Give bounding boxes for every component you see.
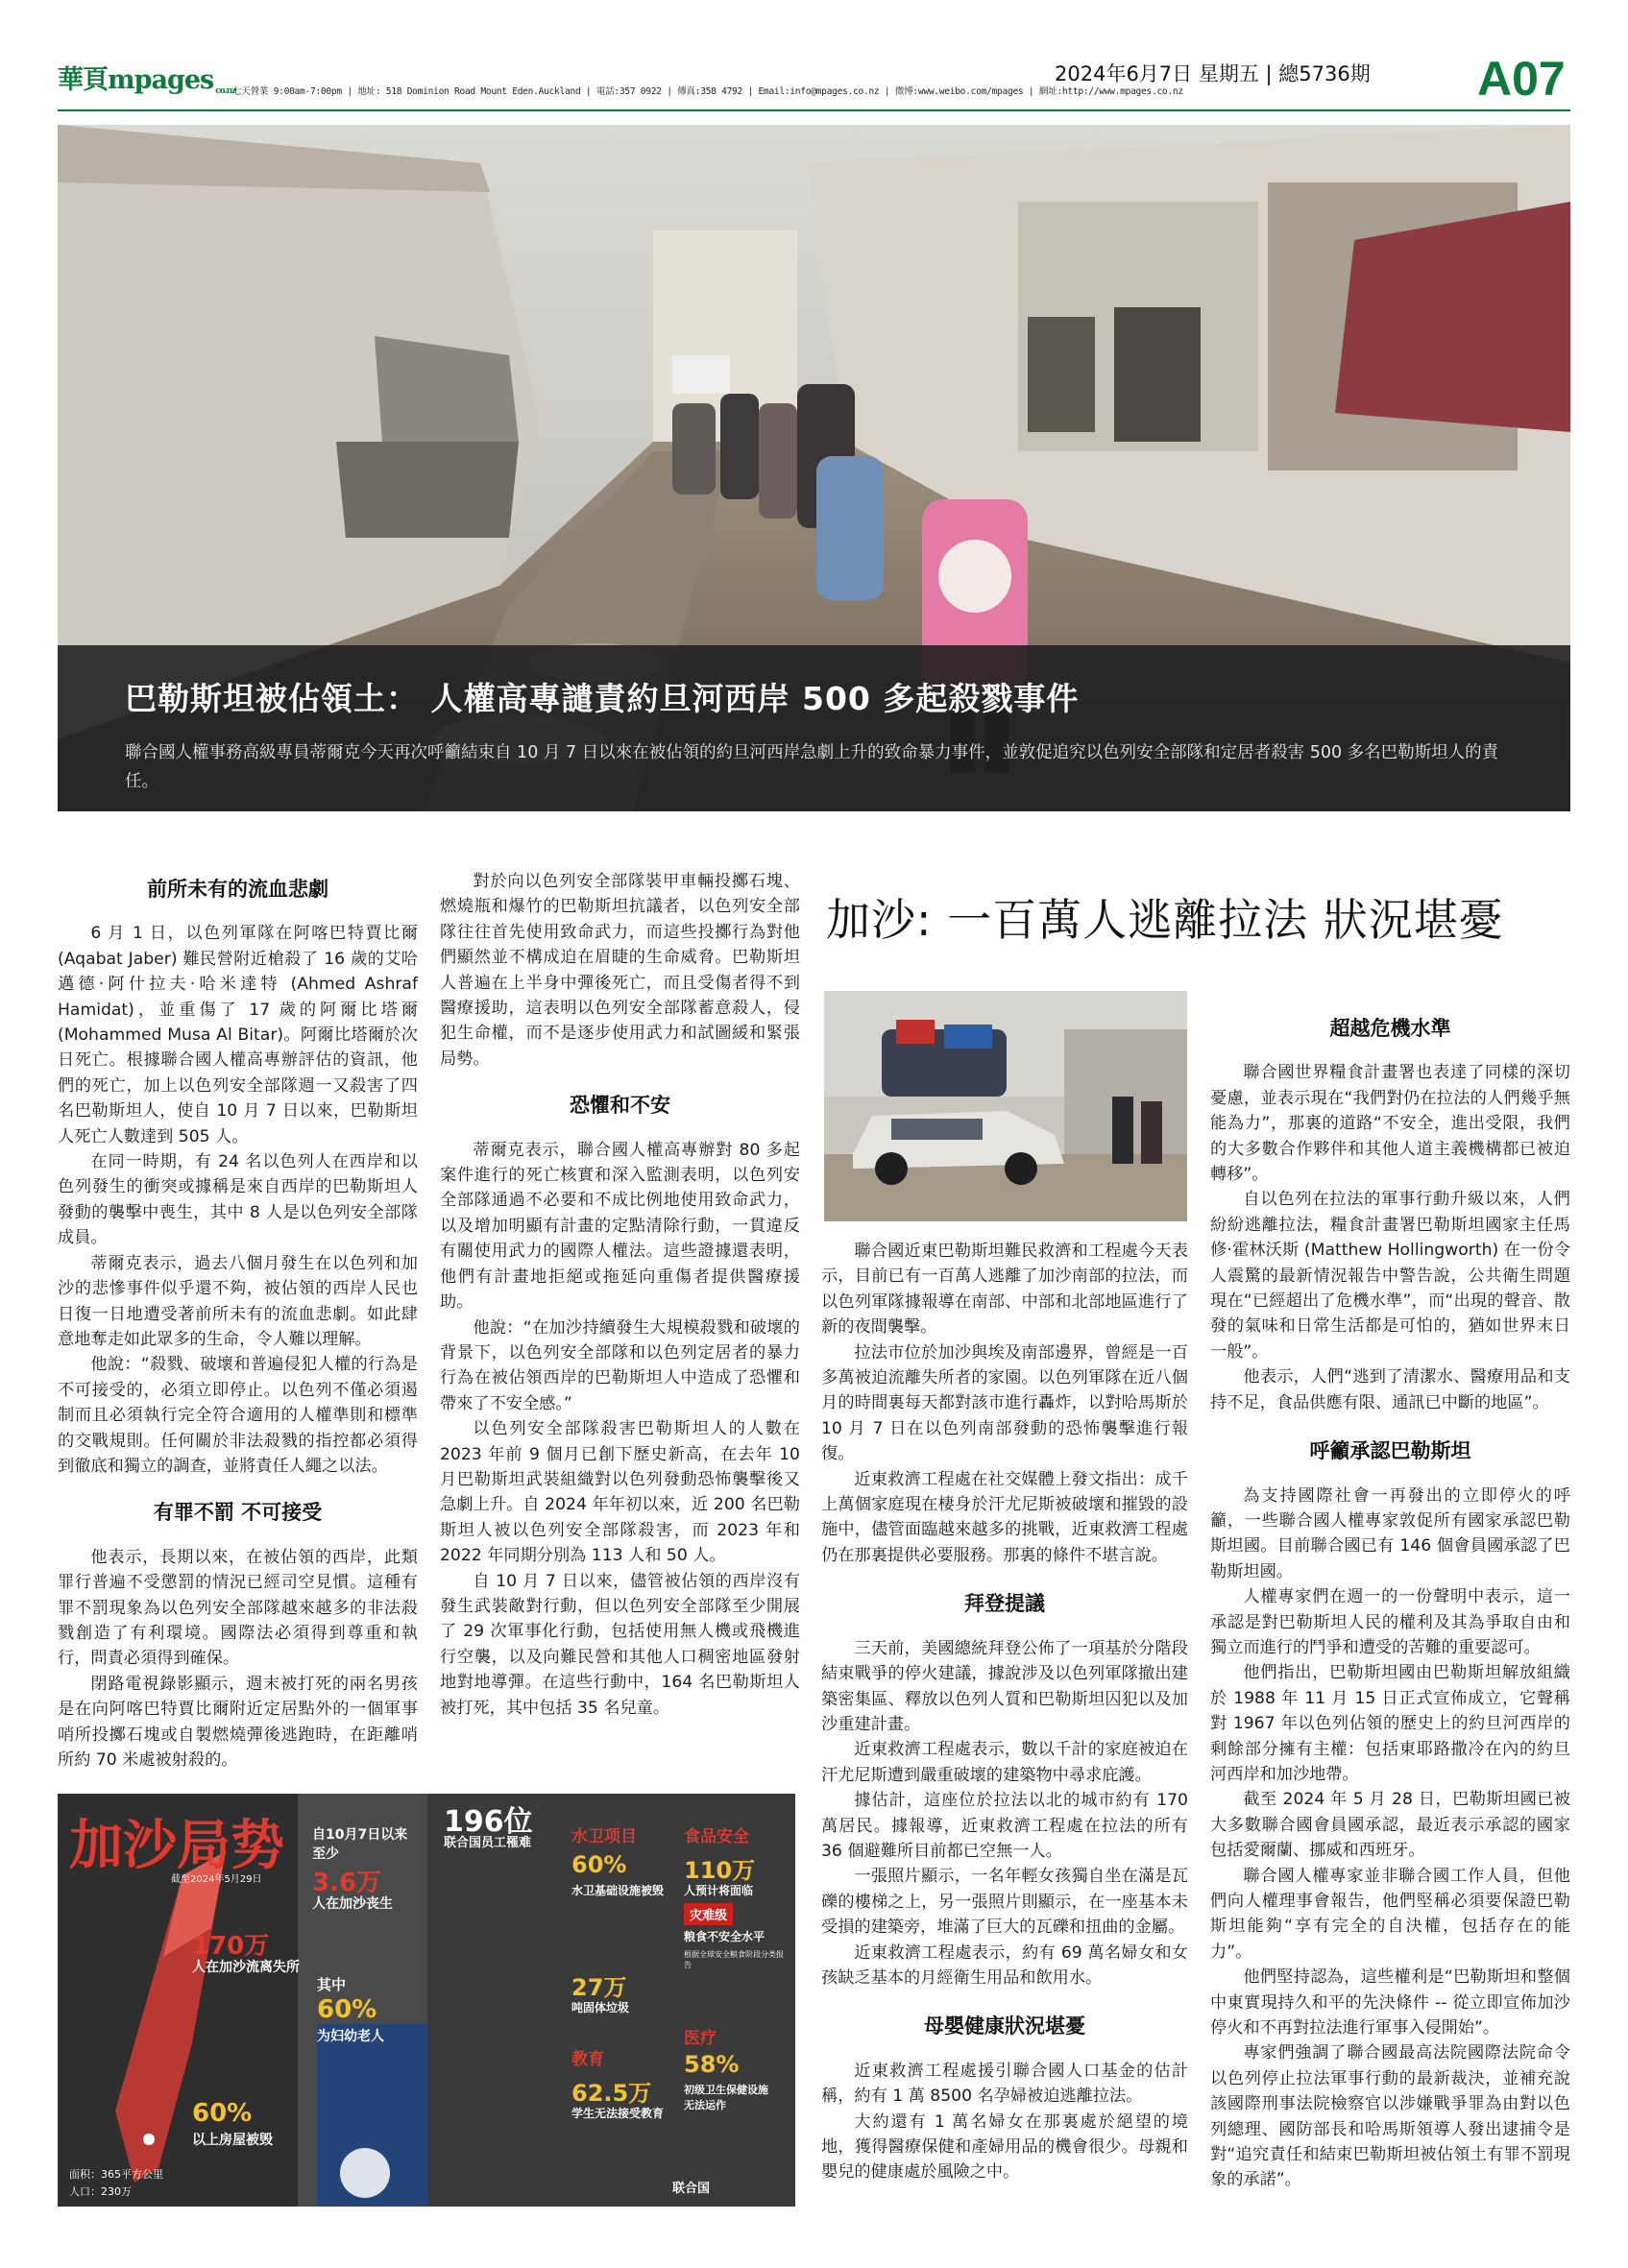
- women-children-pct: 60%: [317, 1995, 377, 2024]
- subhead-biden: 拜登提議: [964, 1592, 1045, 1616]
- health-title: 医疗: [684, 2029, 717, 2048]
- contact-info: 七天營業 9:00am-7:00pm | 地址: 518 Dominion Road Mount Eden.Auckland | 電話:357 0922 | 傳真:358 4792 | Email:info@mpages.co.nz | 微博:www.weibo.com/mpages | 網址:http://www.mpages.co.nz: [232, 86, 1183, 97]
- un-staff-label: 联合国员工罹难: [444, 1836, 532, 1850]
- paragraph: 他表示，長期以來，在被佔領的西岸，此類罪行普遍不受懲罰的情況已經司空見慣。這種有罪不罰現象為以色列安全部隊越來越多的非法殺戮創造了有利環境。國際法必須得到尊重和執行，問責必須得到確保。: [58, 1547, 418, 1669]
- solid-waste-count: 27万: [571, 1974, 627, 2001]
- health-facilities-label-2: 无法运作: [684, 2099, 726, 2111]
- wash-label: 水卫基础设施被毁: [571, 1884, 665, 1897]
- death-label: 人在加沙丧生: [312, 1896, 393, 1912]
- students-count: 62.5万: [571, 2080, 652, 2107]
- food-level-label: 粮食不安全水平: [684, 1930, 765, 1943]
- paragraph: 人權專家們在週一的一份聲明中表示，這一承認是對巴勒斯坦人民的權利及其為爭取自由和獨立而進行的鬥爭和遭受的苦難的重要認可。: [1210, 1587, 1570, 1657]
- subhead-maternal-health: 母嬰健康狀況堪憂: [924, 2015, 1085, 2039]
- paragraph: 拉法市位於加沙與埃及南部邊界，曾經是一百多萬被迫流離失所者的家園。以色列軍隊在近八個月的時間裏每天都對該市進行轟炸，以對哈馬斯於 10 月 7 日在以色列南部發動的恐怖襲擊進行報復。: [821, 1342, 1188, 1464]
- infographic-title: 加沙局势: [69, 1815, 284, 1877]
- subhead-fear: 恐懼和不安: [570, 1094, 670, 1118]
- subhead-bloodshed: 前所未有的流血悲劇: [147, 878, 328, 901]
- paragraph: 閉路電視錄影顯示，週末被打死的兩名男孩是在向阿喀巴特賈比爾附近定居點外的一個軍事哨所投擲石塊或自製燃燒彈後逃跑時，在距離哨所約 70 米處被射殺的。: [58, 1674, 418, 1770]
- paragraph: 他說：“在加沙持續發生大規模殺戮和破壞的背景下，以色列安全部隊和以色列定居者的暴力行為在被佔領西岸的巴勒斯坦人中造成了恐懼和帶來了不安全感。”: [440, 1317, 800, 1413]
- paragraph: 近東救濟工程處援引聯合國人口基金的估計稱，約有 1 萬 8500 名孕婦被迫逃離拉法。: [821, 2061, 1188, 2107]
- paragraph: 他們指出，巴勒斯坦國由巴勒斯坦解放組織於 1988 年 11 月 15 日正式宣佈成立，它聲稱對 1967 年以色列佔領的歷史上的約旦河西岸的剩餘部分擁有主權：包括東耶路撒冷在內的約旦河西岸和加沙地帶。: [1210, 1663, 1570, 1784]
- gaza-population: 人口：230万: [69, 2185, 132, 2198]
- paragraph: 聯合國近東巴勒斯坦難民救濟和工程處今天表示，目前已有一百萬人逃離了加沙南部的拉法，而以色列軍隊據報導在南部、中部和北部地區進行了新的夜間襲擊。: [821, 1242, 1188, 1338]
- ipc-note: 根据全球安全粮食阶段分类报告: [684, 1950, 784, 1969]
- article-west-bank-col1: [58, 869, 418, 1773]
- paragraph: 蒂爾克表示，聯合國人權高專辦對 80 多起案件進行的死亡核實和深入監測表明，以色列安全部隊通過不必要和不成比例地使用致命武力，以及增加明顯有計畫的定點清除行動，一貫違反有關使用武力的國際人權法。這些證據還表明，他們有計畫地拒絕或拖延向重傷者提供醫療援助。: [440, 1140, 800, 1313]
- paragraph: 自 10 月 7 日以來，儘管被佔領的西岸沒有發生武裝敵對行動，但以色列安全部隊至少開展了 29 次軍事化行動，包括使用無人機或飛機進行空襲，以及向難民營和其他人口稠密地區發射地對地導彈。在這些行動中，164 名巴勒斯坦人被打死，其中包括 35 名兒童。: [440, 1571, 800, 1718]
- paragraph: 一張照片顯示，一名年輕女孩獨自坐在滿是瓦礫的樓梯之上，另一張照片則顯示，在一座基本未受損的建築旁，堆滿了巨大的瓦礫和扭曲的金屬。: [821, 1867, 1188, 1938]
- rafah-car-photo: [824, 991, 1187, 1221]
- article-west-bank-col2: [440, 869, 800, 1721]
- health-facilities-label: 初级卫生保健设施: [684, 2084, 768, 2096]
- since-label: 自10月7日以来: [312, 1827, 408, 1843]
- article-gaza-col4: [1210, 1008, 1570, 2193]
- wash-pct: 60%: [571, 1851, 627, 1878]
- housing-destroyed-pct: 60%: [192, 2099, 253, 2128]
- food-insecure-label: 人预计将面临: [684, 1884, 754, 1897]
- infographic-date: 截至2024年5月29日: [171, 1874, 262, 1885]
- paragraph: 他說：“殺戮、破壞和普遍侵犯人權的行為是不可接受的，必須立即停止。以色列不僅必須遏制而且必須執行完全符合適用的人權準則和標準的交戰規則。任何關於非法殺戮的指控都必須得到徹底和獨立的調查，並將責任人繩之以法。: [58, 1355, 418, 1476]
- un-logo-text: 联合国: [672, 2182, 711, 2196]
- paragraph: 在同一時期，有 24 名以色列人在西岸和以色列發生的衝突或據稱是來自西岸的巴勒斯坦人發動的襲擊中喪生，其中 8 人是以色列安全部隊成員。: [58, 1152, 418, 1248]
- paragraph: 聯合國人權專家並非聯合國工作人員，但他們向人權理事會報告，他們堅稱必須要保證巴勒斯坦能夠“享有完全的自決權，包括存在的能力”。: [1210, 1866, 1570, 1962]
- paragraph: 自以色列在拉法的軍事行動升級以來，人們紛紛逃離拉法，糧食計畫署巴勒斯坦國家主任馬修·霍林沃斯 (Matthew Hollingworth) 在一份令人震驚的最新情況報告中警告說，公共衛生問題現在“已經超出了危機水準”，而“出現的聲音、散發的氣味和日常生活都是可怕的，猶如世界末日一般”。: [1210, 1190, 1570, 1362]
- issue-date: 2024年6月7日 星期五 | 總5736期: [1055, 62, 1371, 85]
- paragraph: 專家們強調了聯合國最高法院國際法院命令以色列停止拉法軍事行動的最新裁決，並補充說該國際刑事法院檢察官以涉嫌戰爭罪為由對以色列總理、國防部長和哈馬斯領導人發出逮捕令是 對“追究責任和結束巴勒斯坦被佔領土有罪不罰現象的承諾”。: [1210, 2043, 1570, 2190]
- paragraph: 據估計，這座位於拉法以北的城市約有 170 萬居民。據報導，近東救濟工程處在拉法的所有 36 個避難所目前都已空無一人。: [821, 1791, 1188, 1861]
- paragraph: 他表示，人們“逃到了清潔水、醫療用品和支持不足，食品供應有限、通訊已中斷的地區”。: [1210, 1367, 1570, 1412]
- food-security-title: 食品安全: [684, 1827, 749, 1846]
- gaza-article-headline: 加沙: 一百萬人逃離拉法 狀況堪憂: [826, 894, 1504, 946]
- paragraph: 為支持國際社會一再發出的立即停火的呼籲，一些聯合國人權專家敦促所有國家承認巴勒斯坦國。目前聯合國已有 146 個會員國承認了巴勒斯坦國。: [1210, 1485, 1570, 1581]
- women-children-label: 为妇幼老人: [317, 2029, 384, 2044]
- paragraph: 蒂爾克表示，過去八個月發生在以色列和加沙的悲慘事件似乎還不夠，被佔領的西岸人民也日復一日地遭受著前所未有的流血悲劇。如此肆意地奪走如此眾多的生命，令人難以理解。: [58, 1253, 418, 1349]
- solid-waste-label: 吨固体垃圾: [571, 2001, 630, 2015]
- subhead-recognize-palestine: 呼籲承認巴勒斯坦: [1309, 1439, 1471, 1463]
- displaced-label: 人在加沙流离失所: [192, 1960, 300, 1975]
- gaza-area: 面积：365平方公里: [69, 2168, 163, 2181]
- housing-destroyed-label: 以上房屋被毁: [192, 2133, 273, 2148]
- students-label: 学生无法接受教育: [571, 2107, 665, 2120]
- masthead: [58, 53, 1575, 107]
- page-number: A07: [1477, 52, 1566, 106]
- food-insecure-count: 110万: [684, 1857, 756, 1884]
- paragraph: 近東救濟工程處表示，約有 69 萬名婦女和女孩缺乏基本的月經衛生用品和飲用水。: [821, 1942, 1188, 1988]
- paragraph: 他們堅持認為，這些權利是“巴勒斯坦和整個中東實現持久和平的先決條件 -- 從立即宣佈加沙停火和不再對拉法進行軍事入侵開始”。: [1210, 1967, 1570, 2039]
- paragraph: 對於向以色列安全部隊裝甲車輛投擲石塊、燃燒瓶和爆竹的巴勒斯坦抗議者，以色列安全部隊往往首先使用致命武力，而這些投擲行為對他們顯然並不構成迫在眉睫的生命威脅。巴勒斯坦人普遍在上半身中彈後死亡，而且受傷者得不到醫療援助，這表明以色列安全部隊蓄意殺人，侵犯生命權，而不是逐步使用武力和試圖緩和緊張局勢。: [440, 872, 800, 1069]
- at-least-label: 至少: [312, 1846, 339, 1862]
- education-title: 教育: [571, 2050, 604, 2069]
- hero-caption: [58, 645, 1570, 811]
- subhead-crisis-level: 超越危機水準: [1329, 1017, 1451, 1040]
- fleeing-family-car-image: [824, 991, 1187, 1221]
- subhead-impunity: 有罪不罰 不可接受: [153, 1501, 323, 1525]
- health-facilities-pct: 58%: [684, 2051, 740, 2078]
- article-gaza-col3: [821, 1239, 1188, 2185]
- paragraph: 聯合國世界糧食計畫署也表達了同樣的深切憂慮，並表示現在“我們對仍在拉法的人們幾乎無能為力”，那裏的道路“不安全，進出受限，我們的大多數合作夥伴和其他人道主義機構都已被迫轉移”。: [1210, 1063, 1570, 1185]
- death-count: 3.6万: [312, 1869, 382, 1897]
- paragraph: 大約還有 1 萬名婦女在那裏處於絕望的境地，獲得醫療保健和產婦用品的機會很少。母親和嬰兒的健康處於風險之中。: [821, 2111, 1188, 2183]
- paragraph: 近東救濟工程處在社交媒體上發文指出：成千上萬個家庭現在棲身於汗尤尼斯被破壞和摧毀的設施中，儘管面臨越來越多的挑戰，近東救濟工程處仍在那裏提供必要服務。那裏的條件不堪言說。: [821, 1469, 1188, 1565]
- wash-title: 水卫项目: [571, 1827, 637, 1846]
- among-label: 其中: [317, 1976, 347, 1993]
- paragraph: 近東救濟工程處表示，數以千計的家庭被迫在汗尤尼斯遭到嚴重破壞的建築物中尋求庇護。: [821, 1740, 1188, 1785]
- gaza-situation-infographic: [58, 1794, 795, 2207]
- paragraph: 三天前，美國總統拜登公佈了一項基於分階段結束戰爭的停火建議，據說涉及以色列軍隊撤出建築密集區、釋放以色列人質和巴勒斯坦囚犯以及加沙重建計畫。: [821, 1638, 1188, 1734]
- catastrophe-badge: 灾难级: [684, 1903, 733, 1925]
- hero-standfirst: 聯合國人權事務高級專員蒂爾克今天再次呼籲結束自 10 月 7 日以來在被佔領的約旦河西岸急劇上升的致命暴力事件，並敦促追究以色列安全部隊和定居者殺害 500 多名巴勒斯坦人的責任。: [125, 743, 1499, 791]
- paragraph: 截至 2024 年 5 月 28 日，巴勒斯坦國已被大多數聯合國會員國承認，最近表示承認的國家包括愛爾蘭、挪威和西班牙。: [1210, 1790, 1570, 1861]
- mpages-logo[interactable]: 華頁mpages co.nz: [58, 65, 236, 96]
- paragraph: 以色列安全部隊殺害巴勒斯坦人的人數在 2023 年前 9 個月已創下歷史新高，在去年 10 月巴勒斯坦武裝組織對以色列發動恐怖襲擊後又急劇上升。自 2024 年年初以來，近 200 名巴勒斯坦人被以色列安全部隊殺害，而 2023 年和 2022 年同期分別為 113 人和 50 人。: [440, 1419, 800, 1566]
- paragraph: 6 月 1 日，以色列軍隊在阿喀巴特賈比爾 (Aqabat Jaber) 難民營附近槍殺了 16 歲的艾哈邁德·阿什拉夫·哈米達特 (Ahmed Ashraf Hamidat)，並重傷了 17 歲的阿爾比塔爾 (Mohammed Musa Al Bitar)。阿爾比塔爾於次日死亡。根據聯合國人權高專辦評估的資訊，他們的死亡，加上以色列安全部隊週一又殺害了四名巴勒斯坦人，使自 10 月 7 日以來，巴勒斯坦人死亡人數達到 505 人。: [58, 924, 418, 1146]
- hero-headline: 巴勒斯坦被佔領土： 人權高專譴責約旦河西岸 500 多起殺戮事件: [125, 680, 1080, 717]
- header-divider: [58, 109, 1570, 111]
- un-staff-count: 196位: [444, 1805, 533, 1839]
- displaced-count: 170万: [192, 1932, 270, 1961]
